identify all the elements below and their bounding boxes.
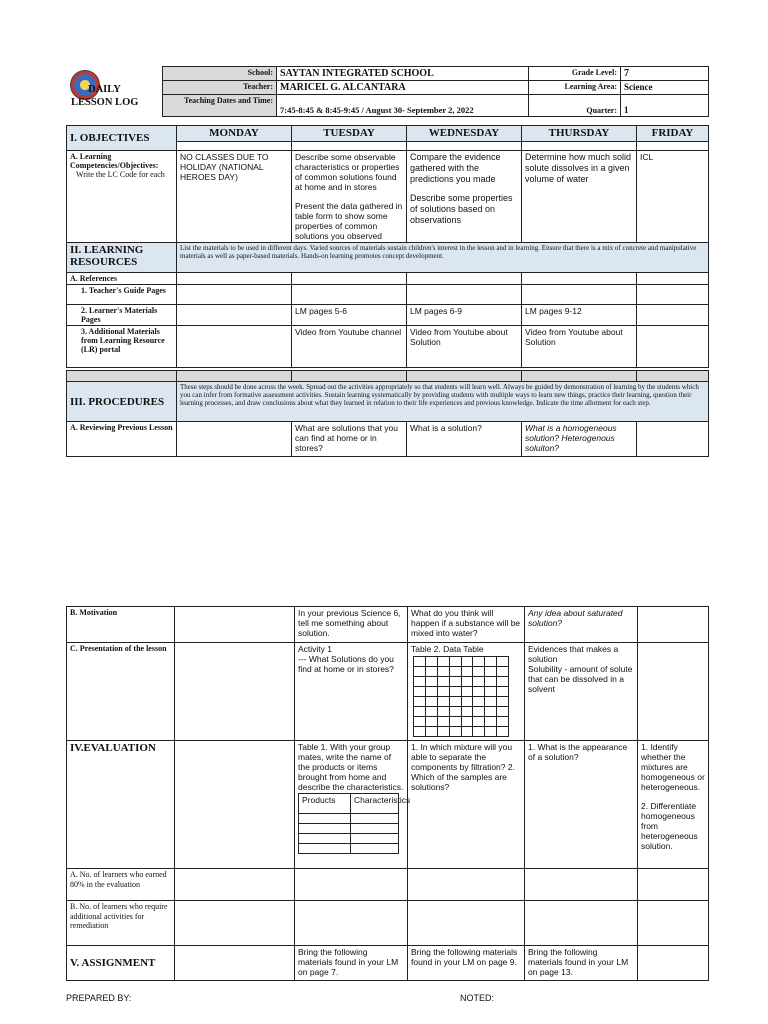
learners-80-label: A. No. of learners who earned 80% in the evaluation: [67, 869, 175, 901]
dates-value: 7:45-8:45 & 8:45-9:45 / August 30- September 2, 2022: [277, 95, 529, 117]
reviewing-label: A. Reviewing Previous Lesson: [67, 422, 177, 457]
prepared-by: PREPARED BY:: [66, 993, 132, 1003]
additional-materials-label: 3. Additional Materials from Learning Resource (LR) portal: [67, 326, 177, 368]
header-info-table: [162, 66, 709, 117]
presentation-tuesday-2: --- What Solutions do you find at home or in stores?: [298, 654, 394, 674]
reviewing-tuesday: What are solutions that you can find at home or in stores?: [292, 422, 407, 457]
procedures-note: These steps should be done across the week. Spread out the activities appropriately so that students will learn well. Always be guided by demonstration of learning by the students which you can infer from formative assessment activities. Sustain learning systematically by providing students with multiple ways to learn new things, practice their learning, question their learning processes, and draw conclusions about what they learned in relation to their life experiences and previous knowledge. Indicate the time allotment for each step.: [177, 382, 709, 422]
data-table-grid: [413, 656, 509, 737]
day-monday: MONDAY: [177, 126, 292, 142]
objectives-heading: I. OBJECTIVES: [67, 126, 177, 151]
reviewing-wednesday: What is a solution?: [407, 422, 522, 457]
school-label: School:: [163, 67, 277, 81]
assignment-wednesday: Bring the following materials found in your LM on page 9.: [408, 946, 525, 981]
evaluation-friday-2: 2. Differentiate homogeneous from heterogeneous solution.: [641, 801, 698, 851]
characteristics-col-header: Characteristics: [351, 794, 399, 814]
motivation-thursday: Any idea about saturated solution?: [525, 607, 638, 643]
evaluation-heading: IV.EVALUATION: [67, 741, 175, 869]
motivation-wednesday: What do you think will happen if a substance will be mixed into water?: [408, 607, 525, 643]
assignment-thursday: Bring the following materials found in your LM on page 13.: [525, 946, 638, 981]
day-tuesday: TUESDAY: [292, 126, 407, 142]
motivation-tuesday: In your previous Science 6, tell me something about solution.: [295, 607, 408, 643]
assignment-heading: V. ASSIGNMENT: [67, 946, 175, 981]
grade-label: Grade Level:: [529, 67, 621, 81]
presentation-tuesday-1: Activity 1: [298, 644, 333, 654]
evaluation-friday-1: 1. Identify whether the mixtures are homogeneous or heterogeneous.: [641, 742, 705, 792]
motivation-label: B. Motivation: [67, 607, 175, 643]
evaluation-wednesday: 1. In which mixture will you able to separate the components by filtration? 2. Which of the samples are solutions?: [408, 741, 525, 869]
dates-label: Teaching Dates and Time:: [163, 95, 277, 117]
presentation-thursday-1: Evidences that makes a solution: [528, 644, 619, 664]
title-daily: DAILY: [88, 84, 121, 95]
lm-pages-wednesday: LM pages 6-9: [407, 305, 522, 326]
noted-by: NOTED:: [460, 993, 495, 1003]
references-label: A. References: [67, 273, 177, 285]
lm-pages-tuesday: LM pages 5-6: [292, 305, 407, 326]
procedures-heading: III. PROCEDURES: [67, 382, 177, 422]
day-thursday: THURSDAY: [522, 126, 637, 142]
quarter-label: Quarter:: [529, 95, 621, 117]
presentation-label: C. Presentation of the lesson: [67, 643, 175, 741]
products-col-header: Products: [299, 794, 351, 814]
materials-tuesday: Video from Youtube channel: [292, 326, 407, 368]
grade-value: 7: [621, 67, 709, 81]
materials-thursday: Video from Youtube about Solution: [522, 326, 637, 368]
school-value: SAYTAN INTEGRATED SCHOOL: [277, 67, 529, 81]
reviewing-thursday: What is a homogeneous solution? Heterogenous soluiton?: [522, 422, 637, 457]
competencies-label: A. Learning Competencies/Objectives:: [70, 152, 159, 170]
tg-pages-label: 1. Teacher's Guide Pages: [67, 285, 177, 305]
competencies-note: Write the LC Code for each: [76, 170, 165, 179]
area-label: Learning Area:: [529, 81, 621, 95]
lower-table: [66, 606, 709, 981]
resources-heading: II. LEARNING RESOURCES: [67, 243, 177, 273]
resources-note: List the materials to be used in different days. Varied sources of materials sustain children's interest in the lesson and in learning. Ensure that there is a mix of concrete and manipulative materials as well as paper-based materials. Hands-on learning promotes concept development.: [177, 243, 709, 273]
area-value: Science: [621, 81, 709, 95]
lm-pages-label: 2. Learner's Materials Pages: [67, 305, 177, 326]
obj-friday: ICL: [637, 151, 709, 243]
obj-tuesday-2: Present the data gathered in table form to show some properties of common solutions you observed: [295, 201, 403, 241]
evaluation-thursday: 1. What is the appearance of a solution?: [525, 741, 638, 869]
presentation-thursday-2: Solubility - amount of solute that can be dissolved in a solvent: [528, 664, 633, 694]
materials-wednesday: Video from Youtube about Solution: [407, 326, 522, 368]
objectives-table: [66, 125, 709, 368]
obj-monday: NO CLASSES DUE TO HOLIDAY (NATIONAL HEROES DAY): [177, 151, 292, 243]
obj-tuesday-1: Describe some observable characteristics or properties of common solutions found at home and in stores: [295, 152, 400, 192]
quarter-value: 1: [621, 95, 709, 117]
data-table-caption: Table 2. Data Table: [411, 644, 484, 654]
teacher-value: MARICEL G. ALCANTARA: [277, 81, 529, 95]
learners-remediation-label: B. No. of learners who require additional activities for remediation: [67, 901, 175, 946]
title-lesson-log: LESSON LOG: [71, 97, 139, 108]
day-friday: FRIDAY: [637, 126, 709, 142]
day-wednesday: WEDNESDAY: [407, 126, 522, 142]
procedures-table: [66, 370, 709, 457]
obj-thursday: Determine how much solid solute dissolves in a given volume of water: [522, 151, 637, 243]
assignment-tuesday: Bring the following materials found in your LM on page 7.: [295, 946, 408, 981]
lm-pages-thursday: LM pages 9-12: [522, 305, 637, 326]
evaluation-tuesday: Table 1. With your group mates, write the name of the products or items brought from home and describe the characteristics.: [298, 742, 404, 792]
obj-wednesday-1: Compare the evidence gathered with the predictions you made: [410, 152, 501, 184]
products-table: [298, 793, 411, 854]
teacher-label: Teacher:: [163, 81, 277, 95]
obj-wednesday-2: Describe some properties of solutions based on observations: [410, 193, 513, 225]
